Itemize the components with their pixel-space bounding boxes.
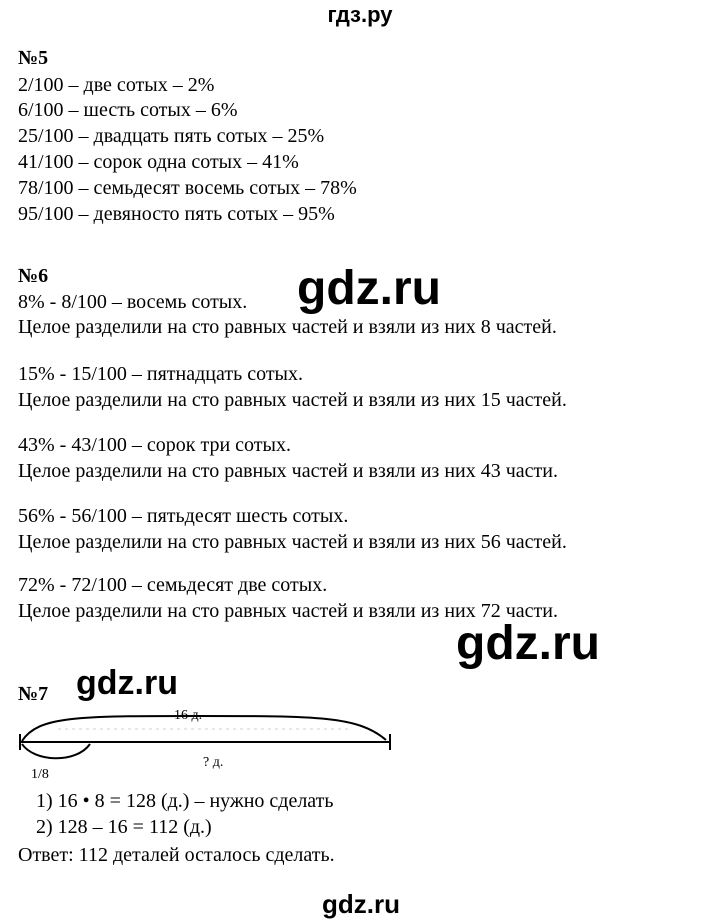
task5-line: 95/100 – девяносто пять сотых – 95% xyxy=(18,203,335,225)
footer-site: gdz.ru xyxy=(322,889,400,919)
task6-item-title: 72% - 72/100 – семьдесят две сотых. xyxy=(18,574,328,596)
watermark-logo: gdz.ru xyxy=(456,617,600,670)
task6-item-title: 43% - 43/100 – сорок три сотых. xyxy=(18,434,291,456)
task5-line: 78/100 – семьдесят восемь сотых – 78% xyxy=(18,177,357,199)
task7-answer: Ответ: 112 деталей осталось сделать. xyxy=(18,844,335,866)
task6-header: №6 xyxy=(18,265,49,287)
task6-item-title: 8% - 8/100 – восемь сотых. xyxy=(18,291,248,313)
task6-item-text: Целое разделили на сто равных частей и взяли из них 43 части. xyxy=(18,460,558,482)
watermark-logo: gdz.ru xyxy=(76,664,178,702)
task6-item-text: Целое разделили на сто равных частей и взяли из них 56 частей. xyxy=(18,531,567,553)
task5-line: 41/100 – сорок одна сотых – 41% xyxy=(18,151,299,173)
task6-item-text: Целое разделили на сто равных частей и взяли из них 72 части. xyxy=(18,600,558,622)
task5-header: №5 xyxy=(18,47,49,69)
task6-item-text: Целое разделили на сто равных частей и взяли из них 15 частей. xyxy=(18,389,567,411)
task6-item-title: 56% - 56/100 – пятьдесят шесть сотых. xyxy=(18,505,349,527)
watermark-logo: gdz.ru xyxy=(297,262,441,315)
task6-item-title: 15% - 15/100 – пятнадцать сотых. xyxy=(18,363,303,385)
task5-line: 25/100 – двадцать пять сотых – 25% xyxy=(18,125,325,147)
diagram-top-label: 16 д. xyxy=(174,708,203,723)
diagram-bottom-label: ? д. xyxy=(203,755,224,770)
part-arc xyxy=(22,744,90,758)
task7-header: №7 xyxy=(18,683,49,705)
task7-step: 2) 128 – 16 = 112 (д.) xyxy=(36,816,212,838)
site-header: гдз.ру xyxy=(327,2,393,27)
task6-item-text: Целое разделили на сто равных частей и взяли из них 8 частей. xyxy=(18,316,557,338)
task7-step: 1) 16 • 8 = 128 (д.) – нужно сделать xyxy=(36,790,334,812)
diagram-fraction-label: 1/8 xyxy=(31,767,49,782)
task5-line: 6/100 – шесть сотых – 6% xyxy=(18,99,238,121)
task5-line: 2/100 – две сотых – 2% xyxy=(18,74,215,96)
